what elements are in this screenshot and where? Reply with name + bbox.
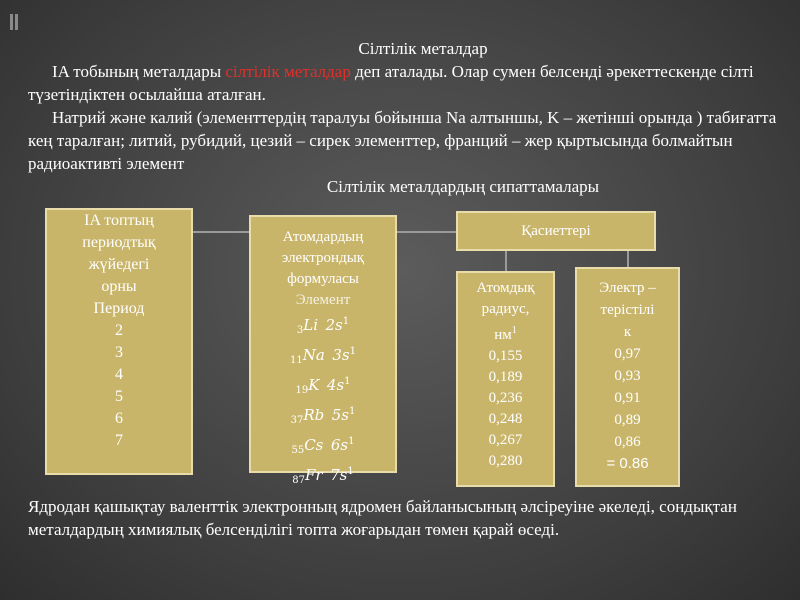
intro-text (28, 37, 778, 198)
period-header-line: IA топтың (84, 212, 154, 229)
formula-header-line: формуласы (287, 271, 359, 287)
electron-count: 1 (344, 376, 351, 387)
radius-value: 0,280 (488, 453, 523, 469)
radius-box (456, 271, 555, 487)
atomic-number: 55 (291, 445, 305, 456)
radius-value: 0,155 (488, 348, 523, 364)
formula-row (251, 341, 395, 371)
formula-row (251, 371, 395, 401)
electro-header-line: к (623, 324, 632, 340)
atomic-number: 11 (290, 355, 303, 366)
electron-config: 2s (325, 316, 343, 334)
formula-row (251, 431, 395, 461)
electro-header-line: Электр – (599, 280, 656, 296)
electron-count: 1 (342, 316, 350, 327)
electronegativity-box (575, 267, 680, 487)
period-value: 5 (115, 388, 123, 405)
formula-row (251, 311, 395, 341)
electro-value: 0,89 (614, 412, 641, 428)
formula-subheader: Элемент (295, 292, 351, 308)
electron-count: 1 (347, 466, 354, 477)
radius-unit-text: нм (494, 327, 512, 343)
connector-line (627, 251, 629, 267)
properties-label: Қасиеттері (521, 223, 591, 239)
electro-header-line: терістілі (600, 302, 655, 318)
electron-config: 6s (330, 436, 349, 454)
section-subtitle: Сілтілік металдардың сипаттамалары (326, 177, 600, 196)
radius-value: 0,189 (488, 369, 523, 385)
radius-value: 0,248 (488, 411, 523, 427)
period-value: 3 (115, 344, 123, 361)
conclusion-text: Ядродан қашықтау валенттік электронның ядромен байланысының әлсіреуіне әкеледі, сондықтан металдардың химиялық белсенділігі топта жоғарыдан төмен қарай өседі. (28, 497, 737, 539)
electro-value: 0,91 (614, 390, 641, 406)
period-header-line: орны (101, 278, 137, 295)
radius-value: 0,267 (488, 432, 523, 448)
radius-unit-sup: 1 (511, 325, 517, 336)
formula-list (251, 311, 395, 491)
electron-config: 5s (331, 406, 349, 424)
element-symbol: Fr (305, 466, 331, 484)
period-header-line: жүйедегі (88, 256, 150, 273)
element-symbol: Li (303, 316, 326, 334)
atomic-number: 37 (290, 415, 304, 426)
formula-row (251, 461, 395, 491)
intro-p1-end: деп аталады. Олар сумен белсенді әрекеттескенде сілті түзетіндіктен осылайша аталған. (28, 62, 754, 104)
period-header-line: Период (93, 300, 145, 317)
intro-paragraph-1 (28, 60, 778, 106)
element-symbol: K (308, 376, 327, 394)
connector-line (505, 251, 507, 271)
electron-config: 7s (330, 466, 348, 484)
intro-p1-start: IA тобының металдары (52, 62, 226, 81)
element-symbol: Rb (303, 406, 332, 424)
slide-decor-bars (10, 14, 20, 30)
electron-config: 3s (332, 346, 350, 364)
formula-box (249, 215, 397, 486)
formula-header-line: электрондық (281, 250, 365, 266)
electron-count: 1 (349, 346, 356, 357)
electron-config: 4s (326, 376, 345, 394)
electron-count: 1 (349, 406, 356, 417)
properties-box (456, 211, 656, 251)
period-value: 6 (115, 410, 123, 427)
connector-line (193, 231, 249, 233)
period-value: 7 (115, 432, 123, 449)
connector-line (397, 231, 456, 233)
electro-value-last: = 0.86 (606, 455, 649, 472)
radius-list (458, 346, 553, 472)
period-value: 2 (115, 322, 123, 339)
radius-header-line: радиус, (481, 301, 530, 317)
radius-unit (458, 320, 553, 346)
electro-list (577, 343, 678, 475)
period-header-line: периодтық (82, 234, 156, 251)
electro-value: 0,86 (614, 434, 641, 450)
period-list (47, 320, 191, 452)
highlight-term: сілтілік металдар (225, 62, 351, 81)
period-box (45, 208, 193, 475)
electro-value: 0,97 (614, 346, 641, 362)
formula-header-line: Атомдардың (282, 229, 364, 245)
intro-paragraph-2: Натрий және калий (элементтердің таралуы бойынша Na алтыншы, K – жетінші орында ) табиғатта кең таралған; литий, рубидий, цезий – сирек элементтер, франций – жер қыртысында болмайтын радиоактивті элемент (28, 108, 777, 173)
atomic-number: 3 (296, 325, 304, 336)
atomic-number: 87 (292, 475, 306, 486)
radius-value: 0,236 (488, 390, 523, 406)
radius-header-line: Атомдық (476, 280, 535, 296)
formula-row (251, 401, 395, 431)
element-symbol: Cs (304, 436, 331, 454)
period-value: 4 (115, 366, 123, 383)
electron-count: 1 (348, 436, 355, 447)
element-symbol: Na (302, 346, 333, 364)
atomic-number: 19 (295, 385, 309, 396)
electro-value: 0,93 (614, 368, 641, 384)
slide-title: Сілтілік металдар (358, 39, 488, 58)
